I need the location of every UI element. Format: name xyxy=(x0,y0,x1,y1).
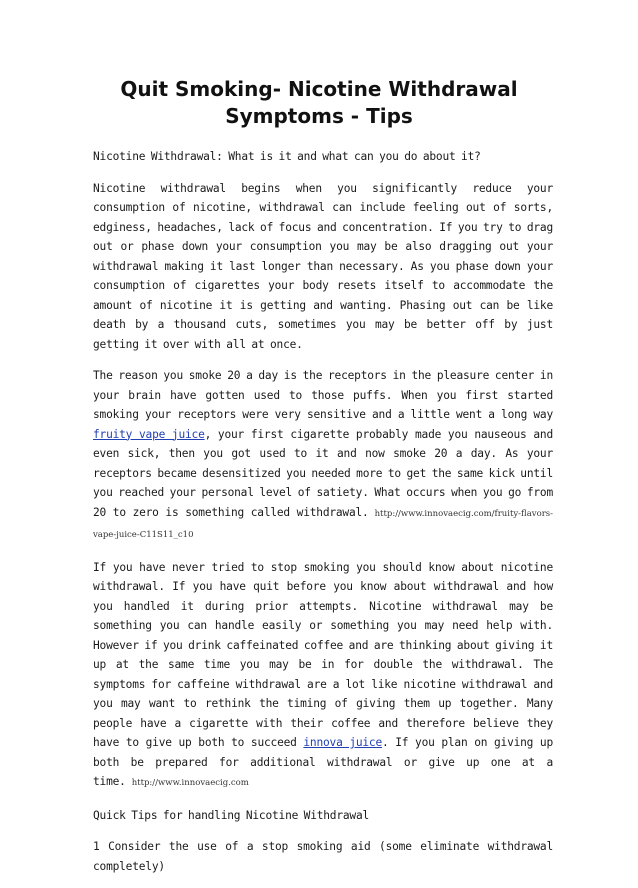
document-body xyxy=(93,147,553,888)
paragraph-caffeine-text-start: If you have never tried to stop smoking you should know about nicotine withdrawal. If you have quit before you know about withdrawal and how you handled it during prior attempts. Nicotine withdrawal may be something you can handle easily or something you may need help with. However if you drink caffeinated coffee and are thinking about giving it up at the same time you may be in for double the withdrawal. The symptoms for caffeine withdrawal are a lot like nicotine withdrawal and you may want to rethink the timing of giving them up together. Many people have a cigarette with their coffee and therefore believe they have to give up both to succeed xyxy=(93,560,553,749)
fruity-vape-juice-link[interactable]: fruity vape juice xyxy=(93,427,205,441)
paragraph-receptors-text-end: , your first cigarette probably made you nauseous and even sick, then you got used to it and now smoke 20 a day. As your receptors became desensitized you needed more to get the same kick until you reached your personal level of satiety. What occurs when you go from 20 to zero is something called withdrawal. xyxy=(93,427,553,519)
document-title: Quit Smoking- Nicotine Withdrawal Symptoms - Tips xyxy=(120,77,518,128)
fruity-flavors-url: http://www.innovaecig.com/fruity-flavors-vape-juice-C11S11_c10 xyxy=(93,508,553,540)
innova-juice-link[interactable]: innova juice xyxy=(303,736,382,749)
innovaecig-url: http://www.innovaecig.com xyxy=(131,778,249,788)
section-subtitle: Nicotine Withdrawal: What is it and what can you do about it? xyxy=(93,150,481,163)
tip-item-1: 1 Consider the use of a stop smoking aid (some eliminate withdrawal completely) xyxy=(93,840,553,873)
paragraph-caffeine-text-end: . If you plan on giving up both be prepared for additional withdrawal or give up one at a time. xyxy=(93,736,553,788)
paragraph-receptors-text-start: The reason you smoke 20 a day is the receptors in the pleasure center in your brain have gotten used to those puffs. When you first started smoking your receptors were very sensitive and a little went a long way xyxy=(93,369,553,421)
tips-heading: Quick Tips for handling Nicotine Withdrawal xyxy=(93,808,370,822)
paragraph-caffeine xyxy=(93,558,553,794)
paragraph-withdrawal-intro: Nicotine withdrawal begins when you significantly reduce your consumption of nicotine, withdrawal can include feeling out of sorts, edginess, headaches, lack of focus and concentration. If you try to drag out or phase down your consumption you may be also dragging out your withdrawal making it last longer than necessary. As you phase down your consumption of cigarettes your body resets itself to accommodate the amount of nicotine it is getting and wanting. Phasing out can be like death by a thousand cuts, sometimes you may be better off by just getting it over with all at once. xyxy=(93,181,553,351)
paragraph-receptors xyxy=(93,366,553,546)
